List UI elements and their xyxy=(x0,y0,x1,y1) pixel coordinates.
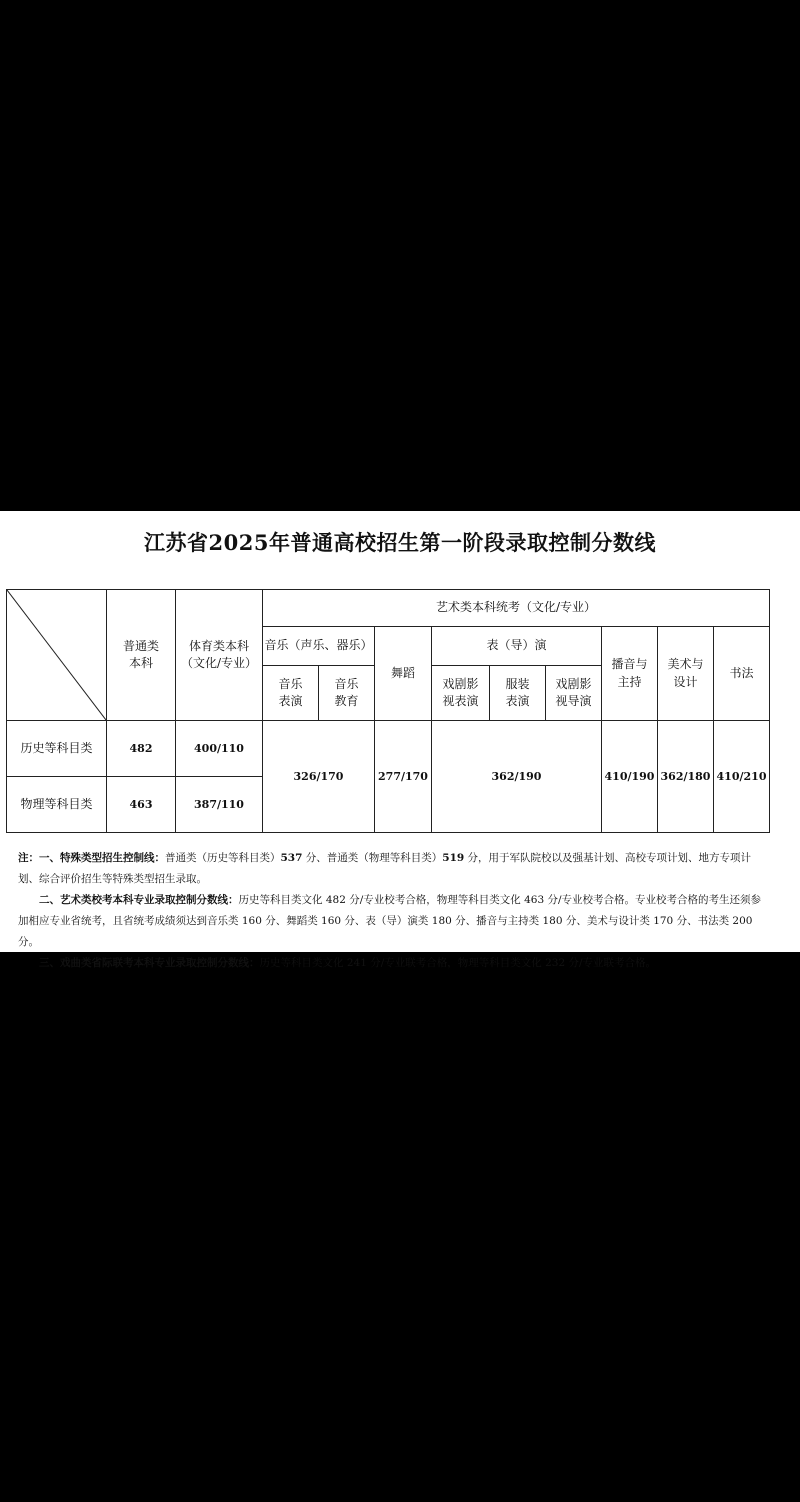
notes-block xyxy=(18,848,766,974)
cell-boyin: 410/190 xyxy=(602,721,658,833)
note-2 xyxy=(18,890,766,953)
note-1-score-a: 537 xyxy=(280,852,303,864)
header-xiju-biaoyan: 戏剧影 视表演 xyxy=(432,666,490,721)
cell-biaodao: 362/190 xyxy=(432,721,602,833)
note-1-text-b: 分、普通类（物理等科目类） xyxy=(302,852,443,864)
cell-wuli-putong: 463 xyxy=(107,777,176,833)
note-1-text-a: 普通类（历史等科目类） xyxy=(165,852,281,864)
diagonal-line xyxy=(7,590,106,720)
header-wudao: 舞蹈 xyxy=(375,627,432,721)
header-meishu: 美术与 设计 xyxy=(658,627,714,721)
header-yinyue-jiaoyu: 音乐 教育 xyxy=(319,666,375,721)
note-3-text: 历史等科目类文化 241 分/专业联考合格，物理等科目类文化 232 分/专业联考合格。 xyxy=(259,957,657,969)
cell-wudao: 277/170 xyxy=(375,721,432,833)
score-table xyxy=(6,589,770,833)
note-3 xyxy=(18,953,766,974)
page-title: 江苏省2025年普通高校招生第一阶段录取控制分数线 xyxy=(144,530,656,555)
header-shufa: 书法 xyxy=(714,627,770,721)
header-xiju-daoyan: 戏剧影 视导演 xyxy=(546,666,602,721)
note-3-heading: 三、戏曲类省际联考本科专业录取控制分数线： xyxy=(39,957,260,969)
cell-yinyue: 326/170 xyxy=(263,721,375,833)
header-diagonal-cell xyxy=(7,590,107,721)
row-label-wuli: 物理等科目类 xyxy=(7,777,107,833)
header-boyin: 播音与 主持 xyxy=(602,627,658,721)
row-label-lishi: 历史等科目类 xyxy=(7,721,107,777)
note-1-score-b: 519 xyxy=(442,852,465,864)
note-1-heading: 注：一、特殊类型招生控制线： xyxy=(18,852,165,864)
document-page xyxy=(0,511,800,969)
cell-wuli-tiyu: 387/110 xyxy=(176,777,263,833)
cell-lishi-tiyu: 400/110 xyxy=(176,721,263,777)
note-1 xyxy=(18,848,766,890)
header-yinyue-biaoyan: 音乐 表演 xyxy=(263,666,319,721)
header-putong: 普通类 本科 xyxy=(107,590,176,721)
note-2-heading: 二、艺术类校考本科专业录取控制分数线： xyxy=(39,894,239,906)
header-tiyu: 体育类本科 （文化/专业） xyxy=(176,590,263,721)
header-yinyue: 音乐（声乐、器乐） xyxy=(263,627,375,666)
header-fuzhuang: 服装 表演 xyxy=(490,666,546,721)
note-2-text: 历史等科目类文化 482 分/专业校考合格，物理等科目类文化 463 分/专业校考合格。专业校考合格的考生还须参加相应专业省统考，且省统考成绩须达到音乐类 160 分、舞蹈类 160 分、表（导）演类 180 分、播音与主持类 180 分、美术与设计类 170 分、书法类 200 分。 xyxy=(18,894,762,948)
header-yishu: 艺术类本科统考（文化/专业） xyxy=(263,590,770,627)
note-1-text-c: 分，用于军队院校以及强基计划、高校专项计划、地方专项计划、综合评价招生等特殊类型招生录取。 xyxy=(18,852,752,885)
cell-lishi-putong: 482 xyxy=(107,721,176,777)
header-biaodao: 表（导）演 xyxy=(432,627,602,666)
cell-shufa: 410/210 xyxy=(714,721,770,833)
cell-meishu: 362/180 xyxy=(658,721,714,833)
